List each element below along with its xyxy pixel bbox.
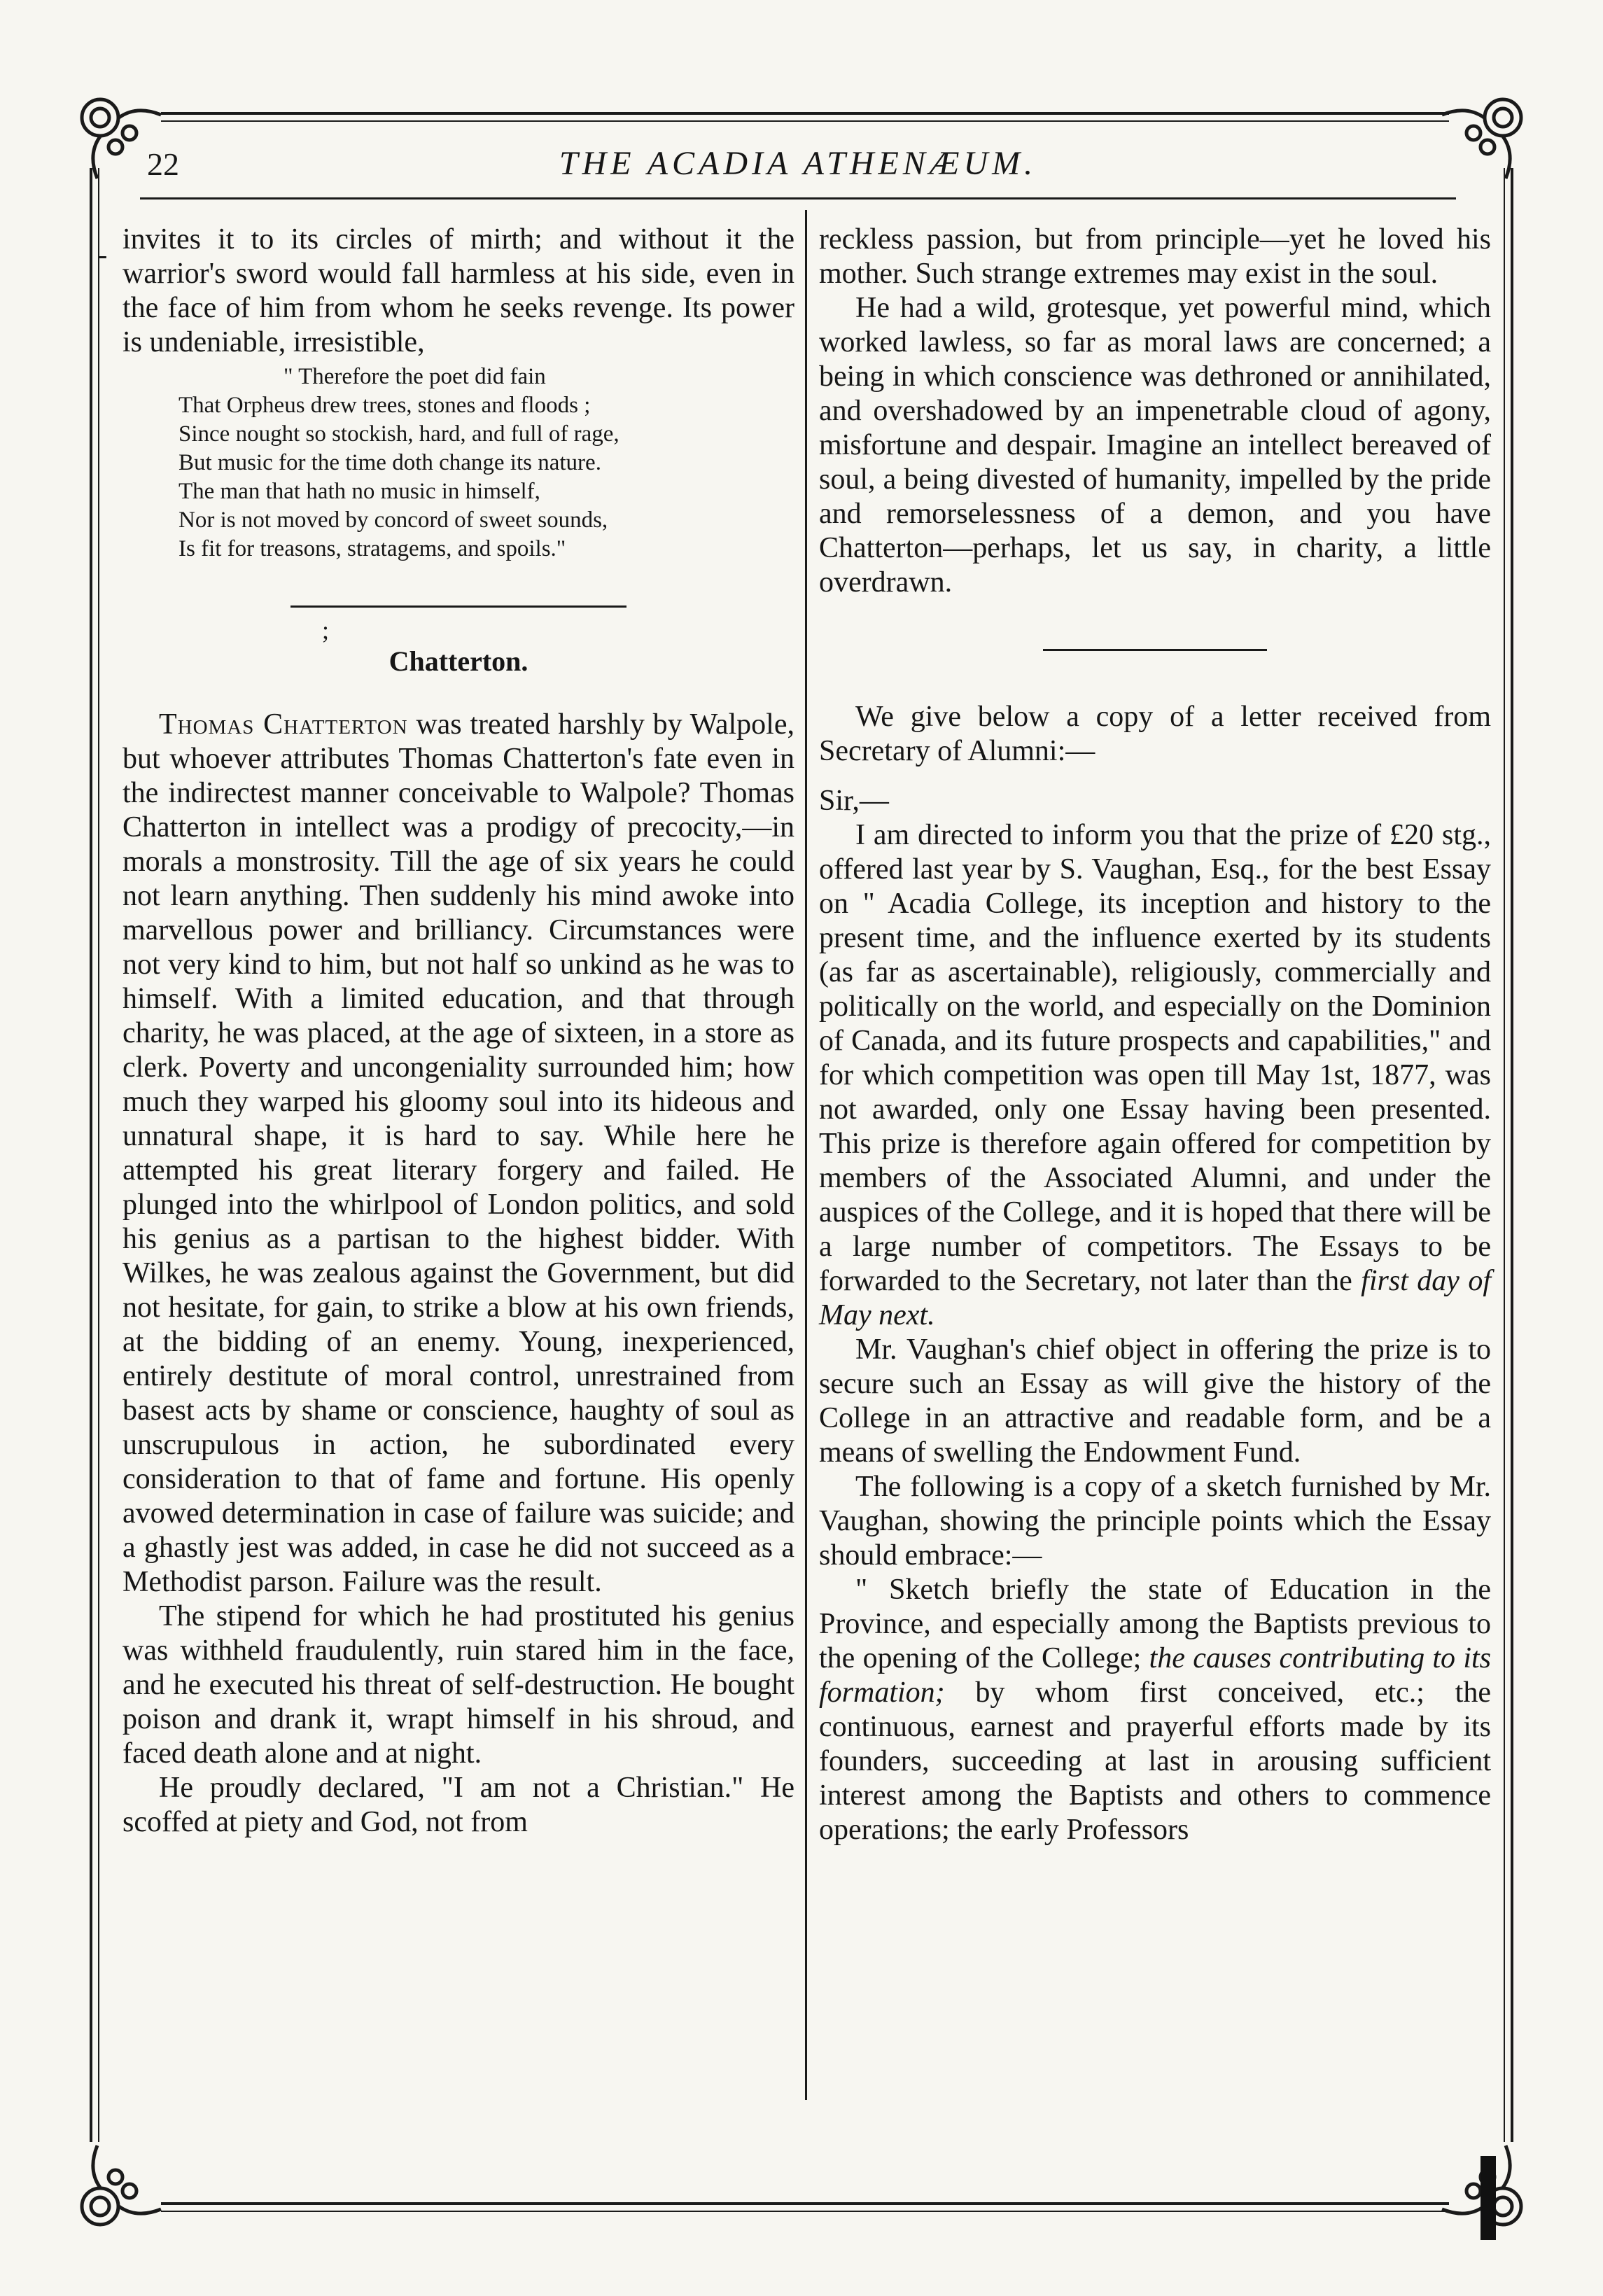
letter-intro: We give below a copy of a letter received from Secretary of Alumni:—	[819, 701, 1491, 767]
section-divider	[290, 606, 626, 608]
left-paragraph-1: invites it to its circles of mirth; and without it the warrior's sword would fall harmless at his side, even in the face of him from whom he seeks revenge. Its power is undeniable, irresistible,	[122, 223, 794, 358]
letter-paragraph-2: Mr. Vaughan's chief object in offering the prize is to secure such an Essay as will give the history of the College in an attractive and readable form, and be a means of swelling the Endowment Fund.	[819, 1334, 1491, 1469]
margin-mark: -	[98, 239, 108, 270]
spacer	[819, 769, 1491, 784]
border-top-line-inner	[161, 120, 1449, 122]
chatterton-paragraph-3: He proudly declared, "I am not a Christian." He scoffed at piety and God, not from	[122, 1772, 794, 1838]
border-bottom-line-inner	[161, 2211, 1449, 2212]
poem-line: Since nought so stockish, hard, and full of rage,	[178, 421, 620, 447]
corner-ornament-bottom-left-icon	[66, 2142, 164, 2240]
corner-ornament-bottom-right-icon	[1438, 2142, 1536, 2240]
poem-line: Nor is not moved by concord of sweet sounds,	[178, 507, 608, 533]
border-right-line	[1511, 168, 1513, 2142]
letter-paragraph-1-text: I am directed to inform you that the prize of £20 stg., offered last year by S. Vaughan, Esq., for the best Essay on " Acadia College, its inception and history to the present time, and the influence exerted by its students (as far as ascertainable), religiously, commercially and politically on the world, and especially on the Dominion of Canada, and its future prospects and capabilities," and for which competition was open till May 1st, 1877, was not awarded, only one Essay having been presented. This prize is therefore again offered for competition by members of the Associated Alumni, and under the auspices of the College, and it is hoped that there will be a large number of competitors. The Essays to be forwarded to the Secretary, not later than the	[819, 819, 1491, 1297]
letter-paragraph-4	[819, 1573, 1491, 1847]
right-paragraph-1: reckless passion, but from principle—yet he loved his mother. Such strange extremes may exist in the soul.	[819, 223, 1491, 290]
chatterton-lead: Thomas Chatterton	[159, 708, 408, 741]
header-rule	[140, 197, 1456, 200]
border-right-line-inner	[1504, 168, 1505, 2142]
sketch-text-b: by whom first conceived, etc.; the continuous, earnest and prayerful efforts made by its founders, succeeding at last in arousing sufficient interest among the Baptists and others to commence operations; the early Professors	[819, 1676, 1491, 1846]
poem-line: That Orpheus drew trees, stones and floods ;	[178, 393, 591, 418]
chatterton-paragraph-1-text: was treated harshly by Walpole, but whoever attributes Thomas Chatterton's fate even in the indirectest manner conceivable to Walpole? Thomas Chatterton in intellect was a prodigy of precocity,—in morals a monstrosity. Till the age of six years he could not learn anything. Then suddenly his mind awoke into marvellous power and brilliancy. Circumstances were not very kind to him, but not half so unkind as he was to himself. With a limited education, and that through charity, he was placed, at the age of sixteen, in a store as clerk. Poverty and uncongeniality surrounded him; how much they warped his gloomy soul into its hideous and unnatural shape, it is hard to say. While here he attempted his great literary forgery and failed. He plunged into the whirlpool of London politics, and sold his genius as a partisan to the highest bidder. With Wilkes, he was zealous against the Government, but did not hesitate, for gain, to strike a blow at his own friends, at the bidding of an enemy. Young, inexperienced, entirely destitute of moral control, unrestrained from basest acts by shame or conscience, haughty of soul as unscrupulous in action, he subordinated every consideration to that of fame and fortune. His openly avowed determination in case of failure was suicide; and a ghastly jest was added, in case he did not succeed as a Methodist parson. Failure was the result.	[122, 708, 794, 1598]
right-column	[819, 223, 1491, 1847]
poem-line: The man that hath no music in himself,	[178, 479, 540, 504]
page-header	[140, 140, 1456, 196]
border-top-line	[161, 112, 1449, 115]
letter-paragraph-3: The following is a copy of a sketch furnished by Mr. Vaughan, showing the principle points which the Essay should embrace:—	[819, 1471, 1491, 1572]
sketch-text-italic: the causes contributing to its formation;	[819, 1642, 1492, 1709]
sketch-text-a: " Sketch briefly the state of Education in the Province, and especially among the Baptists previous to the opening of the College;	[819, 1574, 1491, 1674]
page-number: 22	[147, 146, 179, 182]
letter-paragraph-1	[819, 818, 1491, 1333]
chatterton-paragraph-2: The stipend for which he had prostituted his genius was withheld fraudulently, ruin stared him in the face, and he executed his threat of self-destruction. He bought poison and drank it, wrapt himself in his shroud, and faced death alone and at night.	[122, 1600, 794, 1770]
letter-deadline: first day of May next.	[819, 1265, 1492, 1331]
right-paragraph-2: He had a wild, grotesque, yet powerful mind, which worked lawless, so far as moral laws are concerned; a being in which conscience was dethroned or annihilated, and overshadowed by an impenetrable cloud of agony, misfortune and despair. Imagine an intellect bereaved of soul, a being divested of humanity, impelled by the pride and remorselessness of a demon, and you have Chatterton—perhaps, let us say, in charity, a little overdrawn.	[819, 292, 1491, 598]
poem-line: Is fit for treasons, stratagems, and spoils."	[178, 536, 566, 561]
running-title: THE ACADIA ATHENÆUM.	[559, 145, 1037, 182]
poem-line: " Therefore the poet did fain	[284, 364, 546, 389]
left-column	[122, 223, 794, 1840]
poem-quote	[178, 363, 794, 564]
border-bottom-line	[161, 2202, 1449, 2205]
poem-line: But music for the time doth change its nature.	[178, 450, 601, 475]
section-title: Chatterton.	[388, 645, 528, 677]
chatterton-paragraph-1	[122, 708, 794, 1600]
spacer	[819, 651, 1491, 700]
letter-salutation: Sir,—	[819, 785, 889, 817]
section-mark: ;	[321, 616, 329, 644]
border-left-line-inner	[98, 168, 99, 2142]
column-divider	[805, 210, 807, 2100]
border-left-line	[90, 168, 92, 2142]
